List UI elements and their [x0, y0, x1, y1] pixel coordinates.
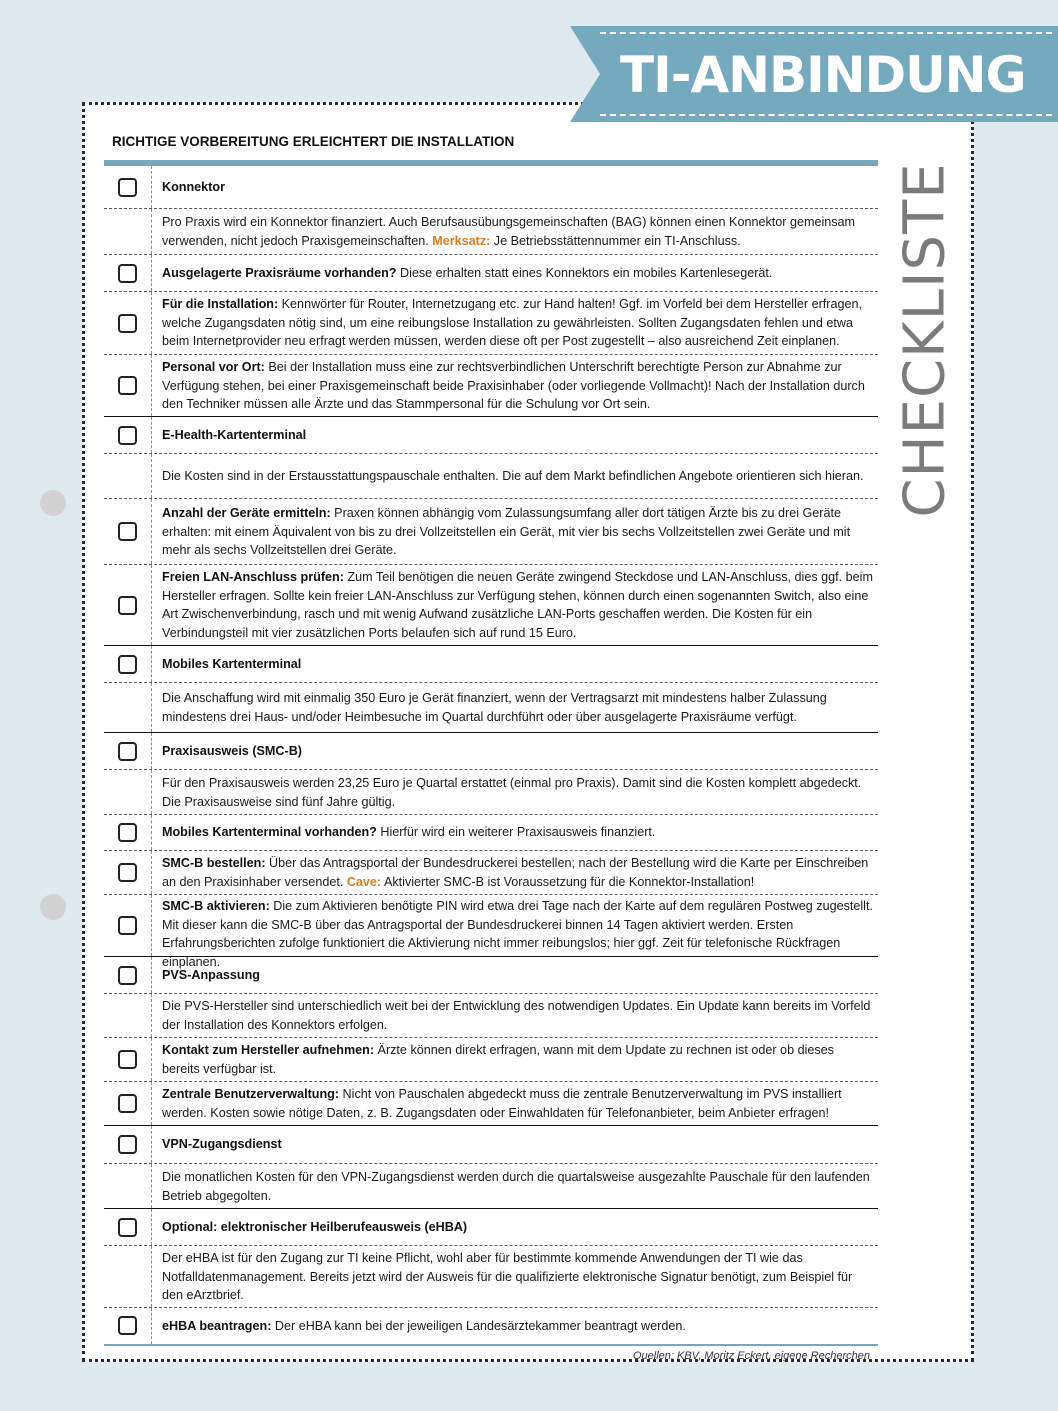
checklist-row [104, 1246, 878, 1308]
column-divider [151, 957, 152, 993]
item-text [162, 854, 874, 891]
checkbox[interactable] [118, 916, 137, 935]
checklist-row [104, 957, 878, 994]
item-heading: Ausgelagerte Praxisräume vorhanden? [162, 266, 397, 280]
column-divider [151, 733, 152, 769]
checklist-row [104, 499, 878, 565]
checklist-row [104, 355, 878, 417]
column-divider [151, 770, 152, 814]
column-divider [151, 292, 152, 354]
column-divider [151, 209, 152, 254]
punch-hole-bottom [40, 894, 66, 920]
item-body: Ärzte können direkt erfragen, wann mit dem Update zu rechnen ist oder ob dieses bereits verfügbar ist. [162, 1043, 834, 1076]
column-divider [151, 646, 152, 682]
item-text [162, 1249, 874, 1305]
item-body-tail: Je Betriebsstättennummer ein TI-Anschluss. [490, 233, 741, 248]
checklist-row [104, 646, 878, 683]
item-body: Die zum Aktivieren benötigte PIN wird etwa drei Tage nach der Karte auf dem regulären Postweg zugestellt. Mit dieser kann die SMC-B über das Antragsportal der Bundesdruckerei binnen 14 Tagen aktiviert werden. Ersten Erfahrungsberichten zufolge funktioniert die Aktivierung nicht immer reibungslos; hier ggf. Zeit für telefonische Rückfragen einplanen. [162, 899, 873, 969]
item-body-tail: Aktivierter SMC-B ist Voraussetzung für die Konnektor-Installation! [381, 874, 755, 889]
item-heading: Mobiles Kartenterminal vorhanden? [162, 825, 377, 839]
checklist-row [104, 209, 878, 255]
checkbox[interactable] [118, 596, 137, 615]
checklist-subtitle: RICHTIGE VORBEREITUNG ERLEICHTERT DIE INSTALLATION [112, 134, 515, 149]
checkbox[interactable] [118, 966, 137, 985]
item-body: Über das Antragsportal der Bundesdruckerei bestellen; nach der Bestellung wird die Karte per Einschreiben an den Praxisinhaber versendet. [162, 856, 869, 889]
checkbox[interactable] [118, 264, 137, 283]
checkbox[interactable] [118, 655, 137, 674]
item-body: Der eHBA kann bei der jeweiligen Landesärztekammer beantragt werden. [271, 1319, 686, 1333]
item-heading: Für die Installation: [162, 297, 279, 311]
item-text [162, 1041, 874, 1078]
item-text [162, 1085, 874, 1122]
checklist-row [104, 851, 878, 895]
checklist-row [104, 815, 878, 851]
checkbox[interactable] [118, 376, 137, 395]
item-text [162, 689, 874, 726]
side-label: CHECKLISTE [892, 162, 958, 518]
item-heading: E-Health-Kartenterminal [162, 428, 307, 442]
checklist-row [104, 292, 878, 355]
checkbox[interactable] [118, 1050, 137, 1069]
item-body: Die Kosten sind in der Erstausstattungspauschale enthalten. Die auf dem Markt befindlichen Angebote orientieren sich hieran. [162, 469, 864, 483]
checkbox[interactable] [118, 863, 137, 882]
column-divider [151, 1126, 152, 1163]
checklist-row [104, 1038, 878, 1082]
item-body: Kennwörter für Router, Internetzugang etc. zur Hand halten! Ggf. im Vorfeld bei dem Hersteller erfragen, welche Zugangsdaten nötig sind, um eine reibungslose Installation zu gewährleisten. Sollten Zugangsdaten fehlen und etwa beim Internetprovider neu erfragt werden müssen, werden diese oft per Post zugestellt – also ausreichend Zeit einplanen. [162, 297, 862, 348]
checklist-row [104, 1126, 878, 1164]
item-body: Nicht von Pauschalen abgedeckt muss die zentrale Benutzerverwaltung im PVS installiert werden. Kosten sowie nötige Daten, z. B. Zugangsdaten oder Einwahldaten für Telefonanbieter, beim Anbieter erfragen! [162, 1087, 842, 1120]
item-text [162, 1218, 874, 1237]
item-body: Pro Praxis wird ein Konnektor finanziert. Auch Berufsausübungsgemeinschaften (BAG) können einen Konnektor gemeinsam verwenden, nicht jedoch Praxisgemeinschaften. [162, 215, 856, 248]
checklist-row [104, 994, 878, 1038]
column-divider [151, 166, 152, 208]
checklist-row [104, 255, 878, 292]
item-heading: Zentrale Benutzerverwaltung: [162, 1087, 340, 1101]
checkbox[interactable] [118, 178, 137, 197]
item-heading: Optional: elektronischer Heilberufeausweis (eHBA) [162, 1220, 468, 1234]
checklist-row [104, 1308, 878, 1344]
punch-hole-top [40, 490, 66, 516]
column-divider [151, 1246, 152, 1307]
item-heading: Konnektor [162, 180, 225, 194]
column-divider [151, 255, 152, 291]
item-text [162, 426, 874, 445]
item-text [162, 742, 874, 761]
checklist-row [104, 683, 878, 733]
item-text [162, 997, 874, 1034]
item-text [162, 1168, 874, 1205]
checklist-row [104, 1082, 878, 1126]
column-divider [151, 355, 152, 416]
item-heading: SMC-B aktivieren: [162, 899, 270, 913]
checklist-row [104, 565, 878, 646]
checklist-row [104, 1164, 878, 1209]
checklist-row [104, 895, 878, 969]
item-text [162, 178, 874, 197]
checklist-row [104, 1209, 878, 1246]
item-text [162, 358, 874, 414]
item-heading: eHBA beantragen: [162, 1319, 272, 1333]
item-text [162, 1317, 874, 1336]
column-divider [151, 1082, 152, 1125]
bottom-rule [104, 1344, 878, 1346]
item-body: Für den Praxisausweis werden 23,25 Euro je Quartal erstattet (einmal pro Praxis). Damit sind die Kosten komplett abgedeckt. Die Praxisausweise sind fünf Jahre gültig. [162, 776, 862, 809]
item-body: Die Anschaffung wird mit einmalig 350 Euro je Gerät finanziert, wenn der Vertragsarzt mit mindestens halber Zulassung mindestens drei Haus- und/oder Heimbesuche im Quartal durchführt oder über ausgelagerte Praxisräume verfügt. [162, 691, 827, 724]
item-heading: VPN-Zugangsdienst [162, 1137, 282, 1151]
item-heading: Kontakt zum Hersteller aufnehmen: [162, 1043, 375, 1057]
source-note: Quellen: KBV, Moritz Eckert, eigene Recherchen [632, 1350, 870, 1362]
item-heading: Praxisausweis (SMC-B) [162, 744, 302, 758]
item-body: Hierfür wird ein weiterer Praxisausweis finanziert. [376, 825, 656, 839]
item-text [162, 295, 874, 351]
checkbox[interactable] [118, 1316, 137, 1335]
item-body: Diese erhalten statt eines Konnektors ein mobiles Kartenlesegerät. [396, 266, 773, 280]
checkbox[interactable] [118, 522, 137, 541]
item-heading: Mobiles Kartenterminal [162, 657, 302, 671]
page-title: TI-ANBINDUNG [620, 46, 1026, 104]
checkbox[interactable] [118, 823, 137, 842]
item-text [162, 1135, 874, 1154]
item-text [162, 568, 874, 642]
column-divider [151, 895, 152, 956]
column-divider [151, 1308, 152, 1344]
item-body: Die monatlichen Kosten für den VPN-Zugangsdienst werden durch die quartalsweise ausgezahlte Pauschale für den laufenden Betrieb abgegolten. [162, 1170, 870, 1203]
checklist-row [104, 166, 878, 209]
item-heading: PVS-Anpassung [162, 968, 260, 982]
column-divider [151, 1164, 152, 1208]
checklist-row [104, 417, 878, 454]
column-divider [151, 1038, 152, 1081]
item-body: Praxen können abhängig vom Zulassungsumfang aller dort tätigen Ärzte bis zu drei Geräte erhalten: mit einem Äquivalent von bis zu drei Vollzeitstellen ein Gerät, mit vier bis sechs Vollzeitstellen zwei Geräte und mit mehr als sechs Vollzeitstellen drei Geräte. [162, 506, 851, 557]
column-divider [151, 994, 152, 1037]
checkbox[interactable] [118, 742, 137, 761]
highlight-label: Cave: [346, 874, 382, 889]
item-text [162, 213, 874, 250]
column-divider [151, 417, 152, 453]
item-text [162, 655, 874, 674]
highlight-label: Merksatz: [432, 233, 491, 248]
checklist-row [104, 454, 878, 499]
checkbox[interactable] [118, 1135, 137, 1154]
column-divider [151, 1209, 152, 1245]
checkbox[interactable] [118, 314, 137, 333]
item-heading: Anzahl der Geräte ermitteln: [162, 506, 331, 520]
item-body: Die PVS-Hersteller sind unterschiedlich weit bei der Entwicklung des notwendigen Updates. Ein Update kann bereits im Vorfeld der Installation des Konnektors erfolgen. [162, 999, 871, 1032]
item-heading: Personal vor Ort: [162, 360, 265, 374]
column-divider [151, 565, 152, 645]
item-body: Bei der Installation muss eine zur rechtsverbindlichen Unterschrift berechtigte Person zur Abnahme zur Verfügung stehen, bei einer Praxisgemeinschaft beide Praxisinhaber (oder vorliegende Vollmacht)! Nach der Installation durch den Techniker müssen alle Ärzte und das Stammpersonal für die Schulung vor Ort sein. [162, 360, 865, 411]
item-text [162, 774, 874, 811]
item-text [162, 467, 874, 486]
column-divider [151, 815, 152, 850]
item-heading: SMC-B bestellen: [162, 856, 266, 870]
checklist-row [104, 733, 878, 770]
item-heading: Freien LAN-Anschluss prüfen: [162, 570, 344, 584]
column-divider [151, 499, 152, 564]
checkbox[interactable] [118, 426, 137, 445]
column-divider [151, 851, 152, 894]
item-text [162, 966, 874, 985]
item-body: Zum Teil benötigen die neuen Geräte zwingend Steckdose und LAN-Anschluss, dies ggf. beim Hersteller erfragen. Sollte kein freier LAN-Anschluss zur Verfügung stehen, können durch einen sogenannten Switch, also eine Art Zwischenverbindung, rasch und mit wenig Aufwand zusätzliche LAN-Ports geschaffen werden. Die Kosten für ein Verbindungsteil mit vier zusätzlichen Ports belaufen sich auf rund 15 Euro. [162, 570, 873, 640]
column-divider [151, 683, 152, 732]
item-text [162, 504, 874, 560]
item-body: Der eHBA ist für den Zugang zur TI keine Pflicht, wohl aber für bestimmte kommende Anwendungen der TI wie das Notfalldatenmanagement. Bereits jetzt wird der Ausweis für die qualifizierte elektronische Signatur benötigt, zum Beispiel für den eArztbrief. [162, 1251, 853, 1302]
checkbox[interactable] [118, 1094, 137, 1113]
item-text [162, 823, 874, 842]
checklist-row [104, 770, 878, 815]
column-divider [151, 454, 152, 498]
item-text [162, 264, 874, 283]
checkbox[interactable] [118, 1218, 137, 1237]
